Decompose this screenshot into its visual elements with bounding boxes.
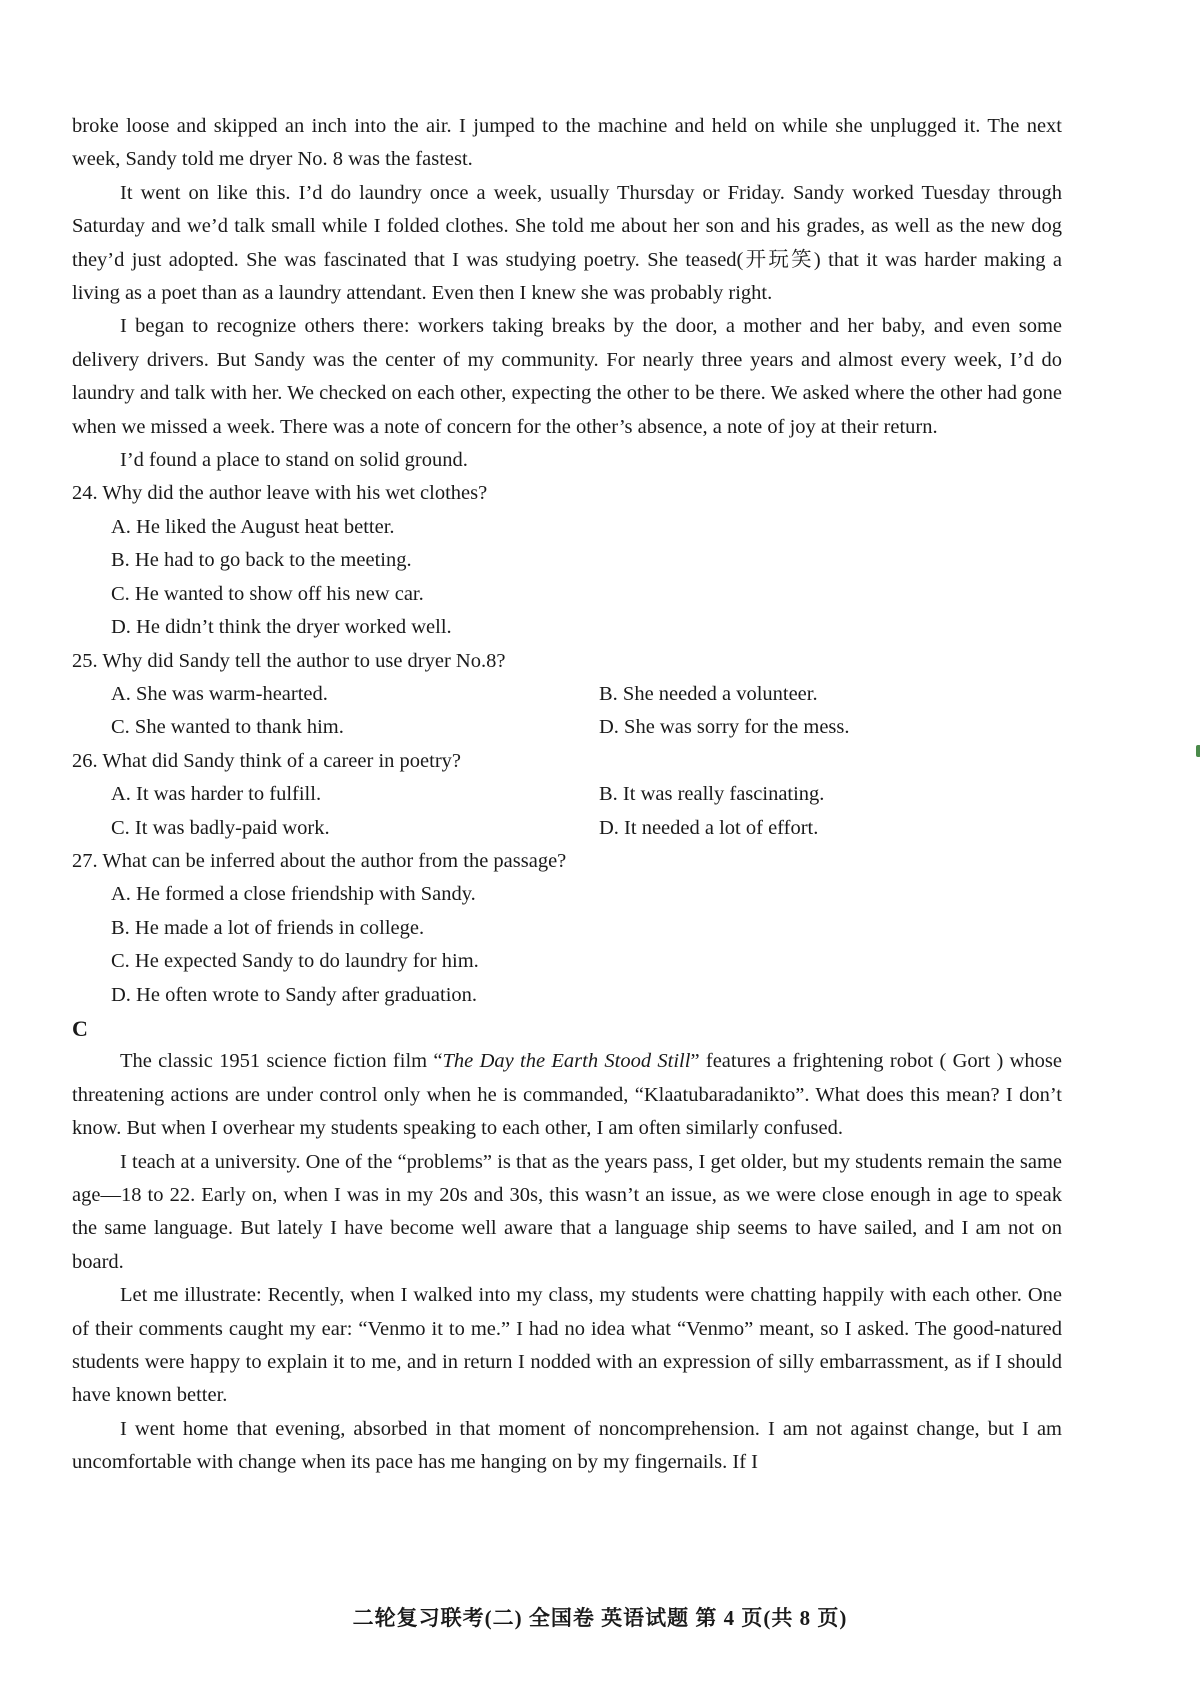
option-d: D. It needed a lot of effort. — [599, 816, 819, 839]
film-title: The Day the Earth Stood Still — [442, 1050, 691, 1073]
option-b: B. It was really fascinating. — [599, 783, 825, 806]
option-b: B. He made a lot of friends in college. — [111, 916, 425, 939]
question-stem: 27. What can be inferred about the author from the passage? — [72, 849, 567, 872]
text-run: The classic 1951 science fiction film “ — [120, 1050, 443, 1073]
option-c: C. She wanted to thank him. — [111, 716, 344, 739]
passage-c-paragraph: Let me illustrate: Recently, when I walked into my class, my students were chatting happily with each other. One of their comments caught my ear: “Venmo it to me.” I had no idea what “Venmo” meant, so I asked. The good-natured students were happy to explain it to me, and in return I nodded with an expression of silly embarrassment, as if I should have known better. — [72, 1284, 1062, 1407]
option-a: A. He formed a close friendship with Sandy. — [111, 883, 476, 906]
passage-b-paragraph: I began to recognize others there: workers taking breaks by the door, a mother and her baby, and even some delivery drivers. But Sandy was the center of my community. For nearly three years and almost every week, I’d do laundry and talk with her. We checked on each other, expecting the other to be there. We asked where the other had gone when we missed a week. There was a note of concern for the other’s absence, a note of joy at their return. — [72, 315, 1062, 438]
passage-c-paragraph: I went home that evening, absorbed in that moment of noncomprehension. I am not against change, but I am uncomfortable with change when its pace has me hanging on by my fingernails. If I — [72, 1417, 1062, 1474]
option-c: C. It was badly-paid work. — [111, 816, 330, 839]
option-d: D. He often wrote to Sandy after graduation. — [111, 983, 478, 1006]
passage-b-paragraph: I’d found a place to stand on solid ground. — [120, 449, 468, 472]
text-run: ” features a frightening robot ( Gort ) whose threatening actions are under control only when he is commanded, “Klaatubaradanikto”. What does this mean? I don’t know. But when I overhear my students speaking to each other, I am often similarly confused. — [72, 1050, 1063, 1140]
option-a: A. She was warm-hearted. — [111, 682, 328, 705]
option-row — [72, 678, 1062, 711]
question-stem: 26. What did Sandy think of a career in poetry? — [72, 749, 461, 772]
passage-b-paragraph: It went on like this. I’d do laundry once a week, usually Thursday or Friday. Sandy worked Tuesday through Saturday and we’d talk small while I folded clothes. She told me about her son and his grades, as well as the new dog they’d just adopted. She was fascinated that I was studying poetry. She teased(开玩笑) that it was harder making a living as a poet than as a laundry attendant. Even then I knew she was probably right. — [72, 181, 1062, 305]
passage-b-paragraph: broke loose and skipped an inch into the air. I jumped to the machine and held on while she unplugged it. The next week, Sandy told me dryer No. 8 was the fastest. — [72, 115, 1062, 171]
section-heading: C — [72, 1015, 88, 1041]
passage-c-paragraph: I teach at a university. One of the “problems” is that as the years pass, I get older, but my students remain the same age—18 to 22. Early on, when I was in my 20s and 30s, this wasn’t an issue, as we were close enough in age to speak the same language. But lately I have become well aware that a language ship seems to have sailed, and I am not on board. — [72, 1150, 1062, 1273]
option-b: B. He had to go back to the meeting. — [111, 549, 412, 572]
option-a: A. He liked the August heat better. — [111, 515, 395, 538]
question-stem: 25. Why did Sandy tell the author to use dryer No.8? — [72, 649, 506, 672]
question-27 — [72, 845, 1062, 1012]
option-row — [72, 711, 1062, 744]
option-d: D. She was sorry for the mess. — [599, 716, 850, 739]
option-row — [72, 812, 1062, 845]
option-b: B. She needed a volunteer. — [599, 682, 818, 705]
page-content — [72, 110, 1062, 1480]
question-26 — [72, 745, 1062, 845]
passage-c-paragraph — [72, 1045, 1062, 1145]
option-row — [72, 778, 1062, 811]
scan-mark — [1196, 745, 1200, 757]
question-stem: 24. Why did the author leave with his wet clothes? — [72, 482, 488, 505]
question-25 — [72, 645, 1062, 745]
option-d: D. He didn’t think the dryer worked well. — [111, 616, 452, 639]
option-c: C. He expected Sandy to do laundry for him. — [111, 950, 479, 973]
question-24 — [72, 477, 1062, 644]
option-a: A. It was harder to fulfill. — [111, 783, 322, 806]
page-footer: 二轮复习联考(二) 全国卷 英语试题 第 4 页(共 8 页) — [352, 1606, 848, 1630]
option-c: C. He wanted to show off his new car. — [111, 582, 424, 605]
